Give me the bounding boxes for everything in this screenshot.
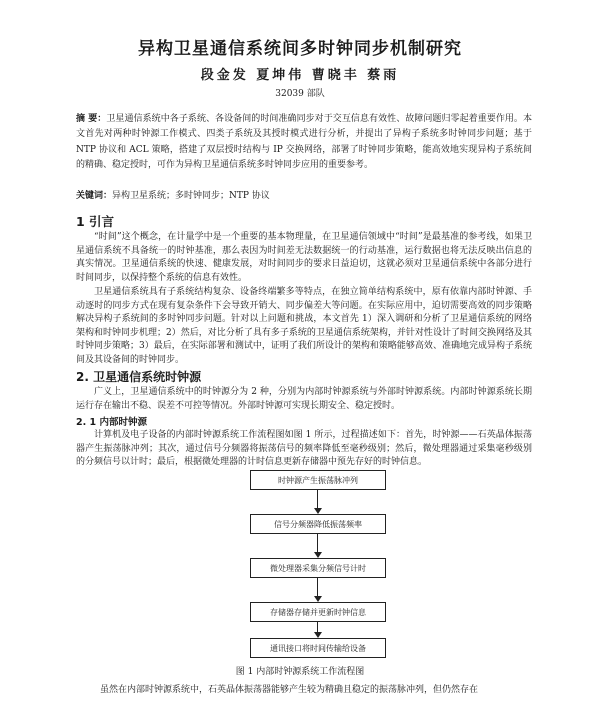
flow-step-2: 信号分频器降低振荡频率 bbox=[250, 514, 386, 534]
keywords-label: 关键词： bbox=[76, 191, 113, 201]
abstract-text: 卫星通信系统中各子系统、各设备间的时间准确同步对于交互信息有效性、故障问题归零起着重要作用。本文首先对两种时钟源工作模式、四类子系统及其授时模式进行分析，并提出了异构子系统多时钟同步问题；基于 NTP 协议和 ACL 策略，搭建了双层授时结构与 IP 交换网络，部署了时钟同步策略，能高效地实现异构子系统间的精确、稳定授时，可作为异构卫星通信系统多时钟同步应用的重要参考。 bbox=[76, 114, 532, 171]
abstract-label: 摘 要： bbox=[76, 114, 107, 124]
keywords-text: 异构卫星系统；多时钟同步；NTP 协议 bbox=[112, 191, 270, 201]
paper-title: 异构卫星通信系统间多时钟同步机制研究 bbox=[138, 39, 462, 59]
flow-arrow-3 bbox=[317, 578, 318, 598]
section-2-paragraph-1: 广义上，卫星通信系统中的时钟源分为 2 种，分别为内部时钟源系统与外部时钟源系统。内部时钟源系统长期运行存在输出不稳、误差不可控等情况。外部时钟源可实现长期安全、稳定授时。 bbox=[76, 387, 532, 411]
flow-arrow-1 bbox=[317, 490, 318, 510]
section-1-heading: 1 引言 bbox=[76, 214, 115, 229]
flow-step-5: 通讯接口将时间传输给设备 bbox=[250, 638, 386, 658]
flow-step-3: 微处理器采集分频信号计时 bbox=[250, 558, 386, 578]
paper-authors: 段金发 夏坤伟 曹晓丰 蔡雨 bbox=[200, 68, 400, 83]
section-2-1-heading: 2. 1 内部时钟源 bbox=[76, 417, 147, 428]
section-2-heading: 2. 卫星通信系统时钟源 bbox=[76, 370, 202, 384]
flow-arrow-2 bbox=[317, 534, 318, 554]
author-unit: 32039 部队 bbox=[275, 89, 325, 99]
section-1-paragraph-1: “时间”这个概念，在计量学中是一个重要的基本物理量，在卫星通信领域中“时间”是最基准的参考线，如果卫星通信系统不具备统一的时钟基准，那么表因为时间差无法数据统一的行动基准，运行数据也将无法反映出信息的真实情况。卫星通信系统的快速、健康发展，对时间同步的要求日益迫切，这就必须对卫星通信系统中各部分进行时间同步，以保持整个系统的信息有效性。 bbox=[76, 232, 532, 283]
flow-step-1: 时钟源产生振荡脉冲列 bbox=[250, 470, 386, 490]
figure-1-caption: 图 1 内部时钟源系统工作流程图 bbox=[235, 667, 365, 677]
trailing-paragraph: 虽然在内部时钟源系统中，石英晶体振荡器能够产生较为精确且稳定的振荡脉冲列，但仍然存在 bbox=[100, 685, 479, 695]
flow-step-4: 存储器存储并更新时钟信息 bbox=[250, 602, 386, 622]
section-1-paragraph-2: 卫星通信系统具有子系统结构复杂、设备终端繁多等特点，在独立简单结构系统中，原有依靠内部时钟源、手动逐时的同步方式在现有复杂条件下会导致开销大、同步偏差大等问题。在实际应用中，迫切需要高效的同步策略解决异构子系统间的多时钟同步问题。针对以上问题和挑战，本文首先 1）深入调研和分析了卫星通信系统的网络架构和时钟同步机理；2）然后，对比分析了具有多子系统的卫星通信系统架构，并针对性设计了时间交换网络及其时钟同步策略；3）最后，在实际部署和测试中，证明了我们所设计的架构和策略能够高效、准确地完成异构子系统间及其设备间的时钟同步。 bbox=[76, 287, 532, 365]
section-2-1-paragraph-1: 计算机及电子设备的内部时钟源系统工作流程图如图 1 所示，过程描述如下：首先，时钟源——石英晶体振荡器产生振荡脉冲列；其次，通过信号分频器将振荡信号的频率降低至毫秒级别；然后，微处理器通过采集毫秒级别的分频信号以计时；最后，根据微处理器的计时信息更新存储器中预先存好的时钟信息。 bbox=[76, 430, 532, 467]
